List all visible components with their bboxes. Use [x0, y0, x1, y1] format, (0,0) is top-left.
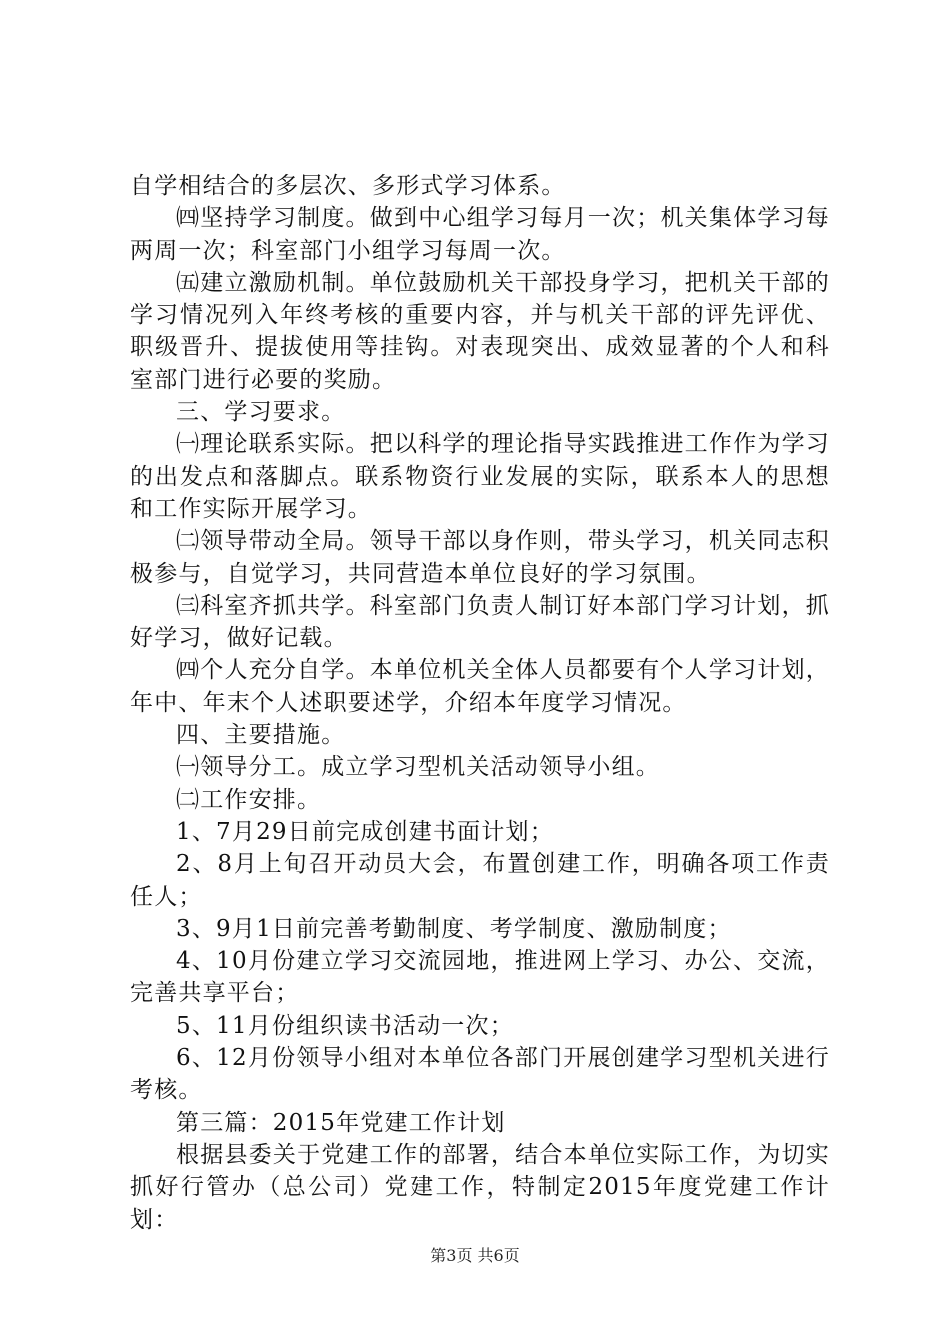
paragraph-1: 自学相结合的多层次、多形式学习体系。 — [130, 173, 566, 199]
section-heading-4: 四、主要措施。 — [176, 722, 346, 749]
section-heading-3: 三、学习要求。 — [176, 399, 346, 426]
paragraph-19: 根据县委关于党建工作的部署，结合本单位实际工作，为切实抓好行管办（总公司）党建工作，特制定2015年度党建工作计划： — [130, 1141, 830, 1233]
page-number: 第3页 共6页 — [430, 1246, 520, 1265]
list-item-1: 1、7月29日前完成创建书面计划； — [176, 818, 554, 845]
list-item-2: 2、8月上旬召开动员大会，布置创建工作，明确各项工作责任人； — [130, 851, 830, 910]
article-title: 第三篇：2015年党建工作计划 — [176, 1109, 506, 1136]
paragraph-10: ㈠领导分工。成立学习型机关活动领导小组。 — [176, 754, 660, 781]
list-item-3: 3、9月1日前完善考勤制度、考学制度、激励制度； — [176, 915, 732, 942]
paragraph-11: ㈡工作安排。 — [176, 786, 322, 813]
paragraph-6: ㈡领导带动全局。领导干部以身作则，带头学习，机关同志积极参与，自觉学习，共同营造本单位良好的学习氛围。 — [130, 528, 830, 587]
page-footer — [0, 1243, 950, 1266]
paragraph-8: ㈣个人充分自学。本单位机关全体人员都要有个人学习计划，年中、年末个人述职要述学，介绍本年度学习情况。 — [130, 657, 830, 716]
paragraph-3: ㈤建立激励机制。单位鼓励机关干部投身学习，把机关干部的学习情况列入年终考核的重要内容，并与机关干部的评先评优、职级晋升、提拔使用等挂钩。对表现突出、成效显著的个人和科室部门进行必要的奖励。 — [130, 269, 830, 393]
list-item-4: 4、10月份建立学习交流园地，推进网上学习、办公、交流，完善共享平台； — [130, 948, 830, 1007]
paragraph-2: ㈣坚持学习制度。做到中心组学习每月一次；机关集体学习每两周一次；科室部门小组学习每周一次。 — [130, 205, 830, 264]
list-item-5: 5、11月份组织读书活动一次； — [176, 1012, 514, 1039]
paragraph-7: ㈢科室齐抓共学。科室部门负责人制订好本部门学习计划，抓好学习，做好记载。 — [130, 592, 830, 652]
list-item-6: 6、12月份领导小组对本单位各部门开展创建学习型机关进行考核。 — [130, 1045, 830, 1104]
paragraph-5: ㈠理论联系实际。把以科学的理论指导实践推进工作作为学习的出发点和落脚点。联系物资行业发展的实际，联系本人的思想和工作实际开展学习。 — [130, 431, 830, 522]
document-body — [130, 170, 830, 1236]
